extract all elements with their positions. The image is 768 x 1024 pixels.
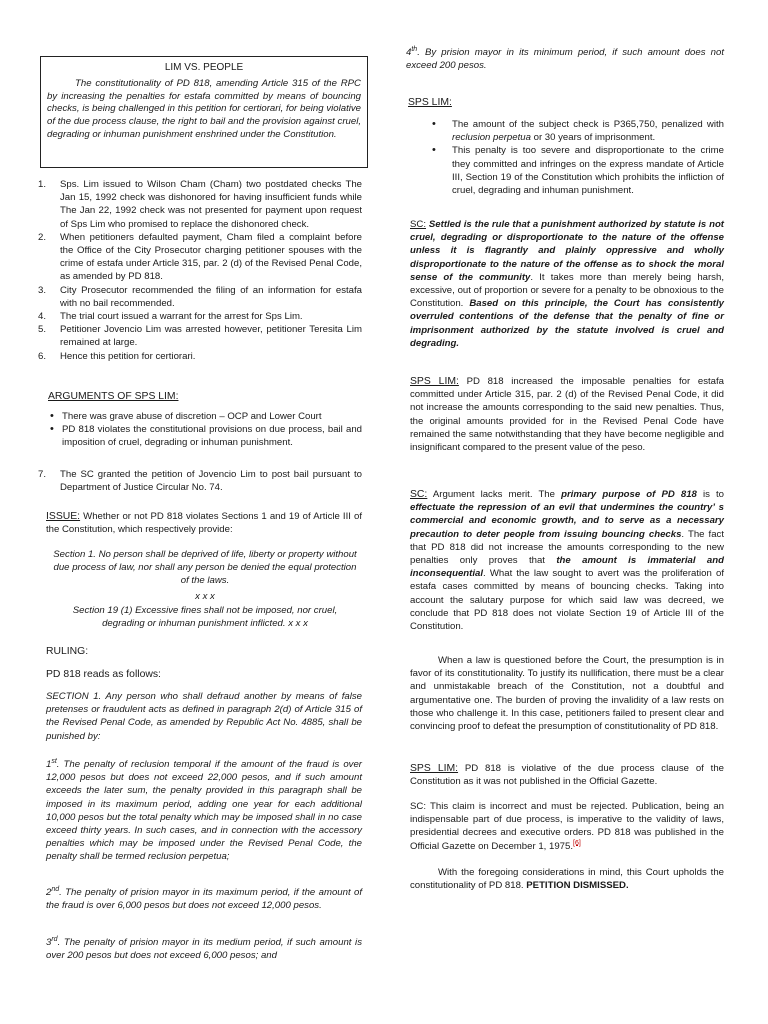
presumption-paragraph: When a law is questioned before the Court, the presumption is in favor of its constitutionality. To justify its nullification, there must be a clear and unmistakable breach of the Constitution, not a doubtful and argumentative one. The burden of proving the invalidity of a law rests on those who challenge it. In this case, petitioners failed to present clear and convincing proof to defeat the presumption of constitutionality of PD 818. — [410, 655, 724, 733]
list-item: 6. Hence this petition for certiorari. — [38, 350, 196, 362]
sc-ruling-3: SC: This claim is incorrect and must be rejected. Publication, being an indispensable part of due process, is imperative to the validity of laws, presidential decrees and executive orders. PD 818 was published in the Official Gazette on December 1, 1975.[6] — [410, 801, 724, 852]
list-item: 5. Petitioner Jovencio Lim was arrested however, petitioner Teresita Lim remained at large. — [38, 324, 362, 349]
sps-lim-argument-2: SPS LIM: PD 818 increased the imposable penalties for estafa committed under Article 315, par. 2 (d) of the Revised Penal Code, it did not increase the amounts corresponding to the said new penalties. Thus, the original amounts provided for in the Revised Penal Code have remained the same notwithstanding that they have become negligible and insignificant compared to the present value of the peso. — [410, 376, 725, 454]
sps-lim-label: SPS LIM: — [410, 763, 459, 774]
arguments-list — [44, 410, 362, 450]
sps-lim-label-1: SPS LIM: — [408, 97, 452, 108]
section-1-provision: Section 1. No person shall be deprived of life, liberty or property without due process of law, nor shall any person be denied the equal protection of the laws. — [53, 549, 357, 587]
list-item: 3. City Prosecutor recommended the filing of an information for estafa with no bail recommended. — [38, 284, 362, 309]
section-1-text: SECTION 1. Any person who shall defraud another by means of false pretenses or fraudulent acts as defined in paragraph 2(d) of Article 315 of the Revised Penal Code, as amended by Republic Act No. 4885, shall be punished by: — [46, 691, 362, 742]
case-summary-box — [40, 56, 368, 168]
sps-lim-arguments — [426, 118, 724, 197]
section-19-provision: Section 19 (1) Excessive fines shall not be imposed, nor cruel, degrading or inhuman punishment inflicted. x x x — [72, 605, 338, 630]
list-item: 4. The trial court issued a warrant for the arrest for Sps Lim. — [38, 311, 303, 323]
sc-ruling-2: SC: Argument lacks merit. The primary purpose of PD 818 is to effectuate the repression of an evil that undermines the country’ s commercial and economic growth, and to serve as a necessary precaution to deter people from issuing bouncing checks. The fact that PD 818 did not increase the amounts corresponding to the new penalties only proves that the amount is immaterial and inconsequential. What the law sought to avert was the proliferation of estafa cases committed by means of bouncing checks. Taking into account the salutary purpose for which said law was decreed, we conclude that PD 818 does not violate Section 19 of Article III of the Constitution. — [410, 489, 725, 633]
sps-lim-argument-3: SPS LIM: PD 818 is violative of the due process clause of the Constitution as it was not published in the Official Gazette. — [410, 763, 724, 788]
list-item: 7. The SC granted the petition of Jovencio Lim to post bail pursuant to Department of Justice Circular No. 74. — [38, 469, 362, 494]
penalty-3: 3rd. The penalty of prision mayor in its medium period, if such amount is over 200 pesos but does not exceed 6,000 pesos; and — [46, 935, 362, 962]
penalty-2: 2nd. The penalty of prision mayor in its maximum period, if the amount of the fraud is over 6,000 pesos but does not exceed 12,000 pesos. — [46, 885, 362, 912]
list-item: • The amount of the subject check is P365,750, penalized with reclusion perpetua or 30 years of imprisonment. — [426, 118, 724, 144]
fact-7 — [36, 468, 362, 494]
list-item: • This penalty is too severe and disproportionate to the crime they committed and infringes on the express mandate of Article III, Section 19 of the Constitution which prohibits the infliction of cruel, degrading and inhuman punishment. — [426, 144, 724, 197]
disposition: PETITION DISMISSED. — [526, 880, 629, 892]
list-item: • PD 818 violates the constitutional provisions on due process, bail and imposition of cruel, degrading or inhuman punishment. — [44, 423, 362, 449]
arguments-heading: ARGUMENTS OF SPS LIM: — [48, 391, 179, 402]
sc-label: SC: — [410, 489, 428, 500]
penalty-4: 4th. By prision mayor in its minimum period, if such amount does not exceed 200 pesos. — [406, 45, 724, 72]
sc-ruling-1: SC: Settled is the rule that a punishment authorized by statute is not cruel, degrading or disproportionate to the nature of the offense unless it is flagrantly and plainly oppressive and wholly disproportionate to the nature of the offense as to shock the moral sense of the community. It takes more than merely being harsh, excessive, out of proportion or severe for a penalty to be obnoxious to the Constitution. Based on this principle, the Court has consistently overruled contentions of the defense that the penalty of fine or imprisonment authorized by the statute involved is cruel and degrading. — [410, 219, 724, 349]
case-summary-text: The constitutionality of PD 818, amending Article 315 of the RPC by increasing the penalties for estafa committed by means of bouncing checks, is being challenged in this petition for certiorari, for being violative of the due process clause, the right to bail and the provision against cruel, degrading or inhuman punishment enshrined under the Constitution. — [47, 78, 361, 140]
ruling-label: RULING: — [46, 646, 89, 657]
case-title: LIM VS. PEOPLE — [164, 62, 244, 73]
ellipsis: x x x — [195, 591, 215, 602]
list-item: 1. Sps. Lim issued to Wilson Cham (Cham) two postdated checks The Jan 15, 1992 check was dishonored for having insufficient funds while The Jan 22, 1992 check was not presented for payment upon request of Sps Lim who promised to replace the dishonored check. — [38, 179, 362, 230]
list-item: • There was grave abuse of discretion – OCP and Lower Court — [44, 410, 362, 423]
list-item: 2. When petitioners defaulted payment, Cham filed a complaint before the Office of the City Prosecutor charging petitioner spouses with the crime of estafa under Article 315, par. 2 (d) of the Revised Penal Code, as amended by PD 818. — [38, 231, 362, 283]
sps-lim-label: SPS LIM: — [410, 376, 459, 387]
footnote-link[interactable]: [6] — [573, 839, 581, 847]
facts-list — [36, 178, 362, 363]
pd818-heading: PD 818 reads as follows: — [46, 669, 161, 680]
issue-paragraph — [46, 510, 362, 536]
issue-text: Whether or not PD 818 violates Sections 1 and 19 of Article III of the Constitution, which respectively provide: — [46, 511, 362, 536]
sc-label: SC: — [410, 219, 426, 230]
penalty-1: 1st. The penalty of reclusion temporal if the amount of the fraud is over 12,000 pesos but does not exceed 22,000 pesos, and if such amount exceeds the later sum, the penalty provided in this paragraph shall be imposed in its maximum period, adding one year for each additional 10,000 pesos but the total penalty which may be imposed shall in no case exceed thirty years. In such cases, and in connection with the accessory penalties which may be imposed under the Revised Penal Code, the penalty shall be termed reclusion perpetua; — [46, 757, 362, 863]
conclusion-paragraph: With the foregoing considerations in mind, this Court upholds the constitutionality of PD 818. PETITION DISMISSED. — [410, 867, 724, 892]
issue-label: ISSUE: — [46, 511, 81, 522]
